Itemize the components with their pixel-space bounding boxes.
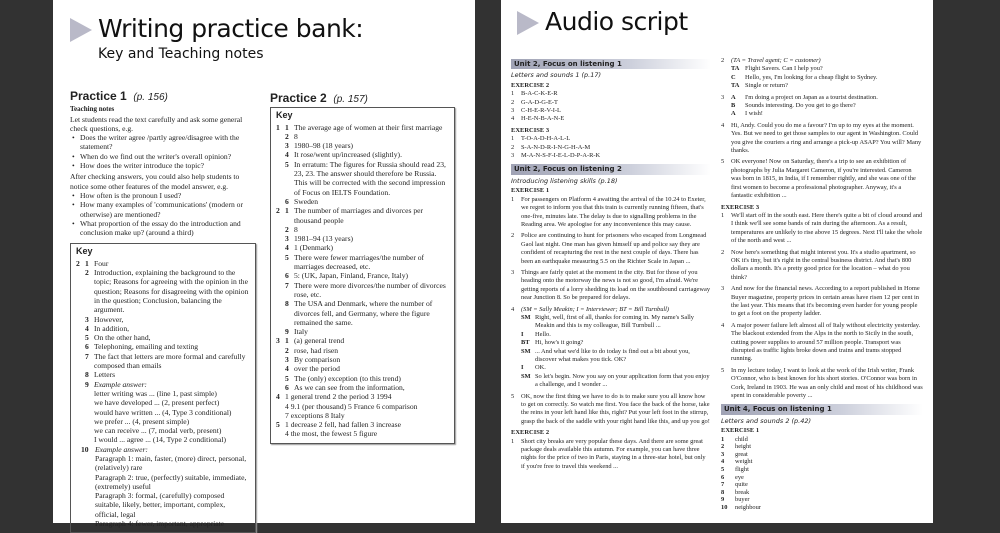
unit-heading: Unit 2, Focus on listening 1 [511, 59, 711, 69]
page-header [70, 14, 363, 62]
audio-script-page [501, 0, 933, 523]
triangle-bullet-icon [70, 18, 92, 42]
word-list: 1 child 2 height 3 great 4 weight 5 flight 6 eye 7 quite 8 break 9 buyer 10 neighbour [721, 435, 761, 511]
practice-1-key-box: Key 2 1 Four 2 Introduction, explaining the background to the topic; Reasons for agreeing with the opinion in the question; Reasons for disagreeing with the opinion in the question; Conclusion, balancing the argument. 3 However, 4 In addition, 5 On the other hand, 6 Telephoning, emailing and texting 7 The fact that letters are more formal and carefully composed than emails 8 Letters 9 Example answer: letter writing was ... (line 1, past simple) we have developed ... (2, present perfect) would have written ... (4, Type 3 conditional) we prefer ... (4, present simple) we can receive ... (7, modal verb, present) I would ... agree ... (14, Type 2 conditional) 10 Example answer: Paragraph 1: main, faster, (more) direct, personal, (relatively) rare Paragraph 2: true, (perfectly) suitable, immediate, (extremely) useful Paragraph 3: formal, (carefully) composed suitable, likely, better, important, complex, official, legal Paragraph 4: fewer, important, appropriate [70, 243, 256, 533]
practice-2-key-box: Key 1 1 The average age of women at their first marriage 2 8 3 1980–98 (18 years) 4 It rose/went up/increased (slightly). 5 In erratum: The figures for Russia should read 23, 23, 23. The answer should therefore be Russia. This will be corrected with the second impression of Focus on IELTS Foundation. 6 Sweden 2 1 The number of marriages and divorces per thousand people 2 8 3 1981–94 (13 years) 4 1 (Denmark) 5 There were fewer marriages/the number of marriages decreased, etc. 6 5: (UK, Japan, Finland, France, Italy) 7 There were more divorces/the number of divorces rose, etc. 8 The USA and Denmark, where the number of divorces fell, and Germany, where the figure remained the same. 9 Italy 3 1 (a) general trend 2 rose, had risen 3 By comparison 4 over the period 5 The (only) exception (to this trend) 6 As we can see from the information, 4 1 general trend 2 the period 3 1994 4 9.1 (per thousand) 5 France 6 comparison 7 exceptions 8 Italy 5 1 decrease 2 fell, had fallen 3 increase 4 the most, the fewest 5 figure [270, 107, 455, 443]
page-subtitle: Key and Teaching notes [98, 46, 264, 62]
page-title: Writing practice bank: [98, 14, 364, 43]
practice-1-heading: Practice 1 (p. 156) [70, 89, 168, 103]
practice-1-section: Practice 1 (p. 156) Teaching notes Let students read the text carefully and ask some general check questions, e.g. • Does the writer agree /partly agree/disagree with the statement? • When do we find out the writer's overall opinion? • How does the writer introduce the topic? After checking answers, you could also help students to notice some other features of the model answer, e.g. • How often is the pronoun I used? • How many examples of 'communications' (modern or otherwise) are mentioned? • What proportion of the essay do the introduction and conclusion make up? (around a third) Key 2 1 Four 2 Introduction, explaining the background to the topic; Reasons for agreeing with the opinion in the question; Reasons for disagreeing with the opinion in the question; Conclusion, balancing the argument. 3 However, 4 In addition, 5 On the other hand, 6 Telephoning, emailing and texting 7 The fact that letters are more formal and carefully composed than emails 8 Letters 9 Example answer: letter writing was ... (line 1, past simple) we have developed ... (2, present perfect) would have written ... (4, Type 3 conditional) we prefer ... (4, present simple) we can receive ... (7, modal verb, present) I would ... agree ... (14, Type 2 conditional) 10 Example answer: Paragraph 1: main, faster, (more) direct, personal, (relatively) rare Paragraph 2: true, (perfectly) suitable, immediate, (extremely) useful Paragraph 3: formal, (carefully) composed suitable, likely, better, important, complex, official, legal Paragraph 4: fewer, important, appropriate [70, 92, 256, 533]
teaching-notes-label: Teaching notes [70, 105, 115, 114]
unit-heading: Unit 2, Focus on listening 2 [511, 164, 711, 174]
practice-2-heading: Practice 2 (p. 157) [270, 91, 368, 105]
unit-heading: Unit 4, Focus on listening 1 [721, 404, 923, 414]
check-questions: • Does the writer agree /partly agree/disagree with the statement? • When do we find out the writer's overall opinion? • How does the writer introduce the topic? [70, 133, 256, 170]
writing-practice-page [53, 0, 475, 529]
page-header [517, 7, 688, 37]
teaching-notes-intro: Let students read the text carefully and ask some general check questions, e.g. [70, 114, 243, 133]
audio-column-2: 2 (TA = Travel agent; C = customer) TA Flight Savers. Can I help you? C Hello, yes, I'm looking for a cheap flight to Sydney. TA Single or return? 3 A I'm doing a project on Japan as a tourist destination. B Sounds interesting. Do you get to go there? A I wish! 4 Hi, Andy. Could you do me a favour? I'm up to my eyes at the moment. Yes. But we need to get those samples to our agent in Washington. Could you give the couriers a ring and arrange a pick-up ASAP? You will? Many thanks. 5 OK everyone! Now on Saturday, there's a trip to see an exhibition of photographs by Julia Margaret Cameron, if you're interested. Cameron was born in 1815, in India, if I remember rightly, and she was one of the first women to become a professional photographer. Anyway, it's a fantastic exhibition ... EXERCISE 3 1 We'll start off in the south east. Here there's quite a bit of cloud around and I think we'll see some bands of rain during the afternoon. As a result, temperatures are unlikely to rise above 15 degrees. Next I'll take the whole of the north and west ... 2 Now here's something that might interest you. It's a studio apartment, so OK it's tiny, but it's right in the central business district. And that's 800 dollars a month. It's a pretty good price for the location – what do you think? 3 And now for the financial news. According to a report published in Home Buyer magazine, property prices in certain areas have risen 12 per cent in the last year. This means that it's becoming even harder for young people to get a foot on the property ladder. 4 A major power failure left almost all of Italy without electricity yesterday. The blackout extended from the Alps in the north to Sicily in the south, cutting power supplies to around 57 million people. Transport was disrupted as traffic lights broke down and trains and trams stopped running. 5 In my lecture today, I want to look at the work of the Irish writer, Frank O'Connor, who is best known for his short stories. O'Connor was born in Cork, Ireland in 1903. He was an only child and most of his childhood was spent in considerable poverty ... Unit 4, Focus on listening 1 Letters and sounds 2 (p.42) EXERCISE 1 1 child 2 height 3 great 4 weight 5 flight 6 eye 7 quite 8 break 9 buyer 10 neighbour [721, 57, 923, 511]
practice-2-section [270, 91, 455, 444]
audio-column-1: Unit 2, Focus on listening 1 Letters and sounds 1 (p.17) EXERCISE 2 1 B-A-C-K-E-R 2 G-A-D-G-E-T 3 C-H-E-R-V-I-L 4 H-E-N-B-A-N-E EXERCISE 3 1 T-O-A-D-H-A-L-L 2 S-A-N-D-R-I-N-G-H-A-M 3 M-A-N-S-F-I-E-L-D-P-A-R-K Unit 2, Focus on listening 2 Introducing listening skills (p.18) EXERCISE 1 1 For passengers on Platform 4 awaiting the arrival of the 10.24 to Exeter, we regret to inform you that this train is currently running fifteen, that's one-five, minutes late. The delay is due to signalling problems in the Reading area. We apologise for any inconvenience this may cause. 2 Police are continuing to hunt for prisoners who escaped from Longmead Gaol last night. One man has given himself up and police say they are confident of recapturing the rest in the next couple of days. There has been an earthquake measuring 5.5 on the Richter Scale in Japan ... 3 Things are fairly quiet at the moment in the city. But for those of you heading onto the motorway the news is not so good, I'm afraid. We're getting reports of a lorry shedding its load on the southbound carriageway near Junction 8. So be prepared for delays. 4 (SM = Sally Meakin; I = Interviewer; BT = Bill Turnbull) SM Right, well, first of all, thanks for coming in. My name's Sally Meakin and this is my colleague, Bill Turnbull ... I Hello. BT Hi, how's it going? SM ... And what we'd like to do today is find out a bit about you, discover what makes you tick. OK? I OK. SM So let's begin. Now you say on your application form that you enjoy a challenge, and I wonder ... 5 OK, now the first thing we have to do is to make sure you all know how to get on correctly. So watch me first. You face the back of the horse, take the reins in your left hand like this, right? Put your left foot in the stirrup, grasp the back of the saddle with your right hand like this, and up you go! EXERCISE 2 1 Short city breaks are very popular these days. And there are some great package deals available this autumn. For example, you can have three nights for the price of two in Paris, staying in a three-star hotel, but only if you're free to travel this weekend ... [511, 60, 711, 470]
feature-questions: • How often is the pronoun I used? • How many examples of 'communications' (modern or otherwise) are mentioned? • What proportion of the essay do the introduction and conclusion make up? (around a third) [70, 191, 256, 237]
page-title: Audio script [545, 7, 688, 36]
triangle-bullet-icon [517, 11, 539, 35]
